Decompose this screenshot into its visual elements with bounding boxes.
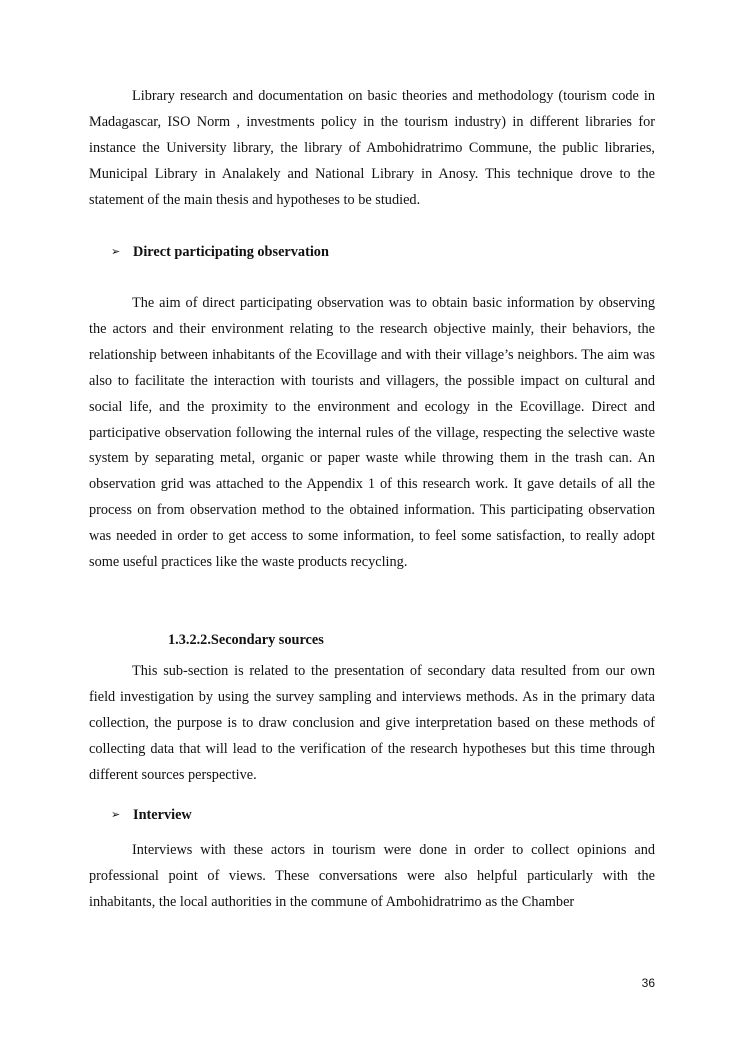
arrow-bullet-icon: ➢ — [111, 808, 121, 821]
bullet-heading-label: Interview — [133, 807, 192, 823]
section-heading-secondary-sources: 1.3.2.2.Secondary sources — [168, 632, 324, 648]
paragraph-library-research: Library research and documentation on basic theories and methodology (tourism code in Madagascar, ISO Norm , investments policy in the tourism industry) in different libraries for instance the University library, the library of Ambohidratrimo Commune, the public libraries, Municipal Library in Analakely and National Library in Anosy. This technique drove to the statement of the main thesis and hypotheses to be studied. — [89, 88, 655, 208]
paragraph-interview: Interviews with these actors in tourism were done in order to collect opinions and professional point of views. These conversations were also helpful particularly with the inhabitants, the local authorities in the commune of Ambohidratrimo as the Chamber — [89, 842, 655, 910]
bullet-heading-interview — [111, 805, 192, 825]
arrow-bullet-icon: ➢ — [111, 245, 121, 258]
paragraph-secondary-sources: This sub-section is related to the presentation of secondary data resulted from our own field investigation by using the survey sampling and interviews methods. As in the primary data collection, the purpose is to draw conclusion and give interpretation based on these methods of collecting data that will lead to the verification of the research hypotheses but this time through different sources perspective. — [89, 663, 655, 783]
page-number: 36 — [641, 976, 655, 990]
paragraph-direct-observation: The aim of direct participating observation was to obtain basic information by observing the actors and their environment relating to the research objective mainly, their behaviors, the relationship between inhabitants of the Ecovillage and with their village’s neighbors. The aim was also to facilitate the interaction with tourists and villagers, the possible impact on cultural and social life, and the proximity to the environment and ecology in the Ecovillage. Direct and participative observation following the internal rules of the village, respecting the selective waste system by separating metal, organic or paper waste while throwing them in the trash can. An observation grid was attached to the Appendix 1 of this research work. It gave details of all the process on from observation method to the obtained information. This participating observation was needed in order to get access to some information, to feel some satisfaction, to really adopt some useful practices like the waste products recycling. — [89, 295, 655, 571]
bullet-heading-direct-observation — [111, 242, 329, 262]
bullet-heading-label: Direct participating observation — [133, 244, 329, 260]
